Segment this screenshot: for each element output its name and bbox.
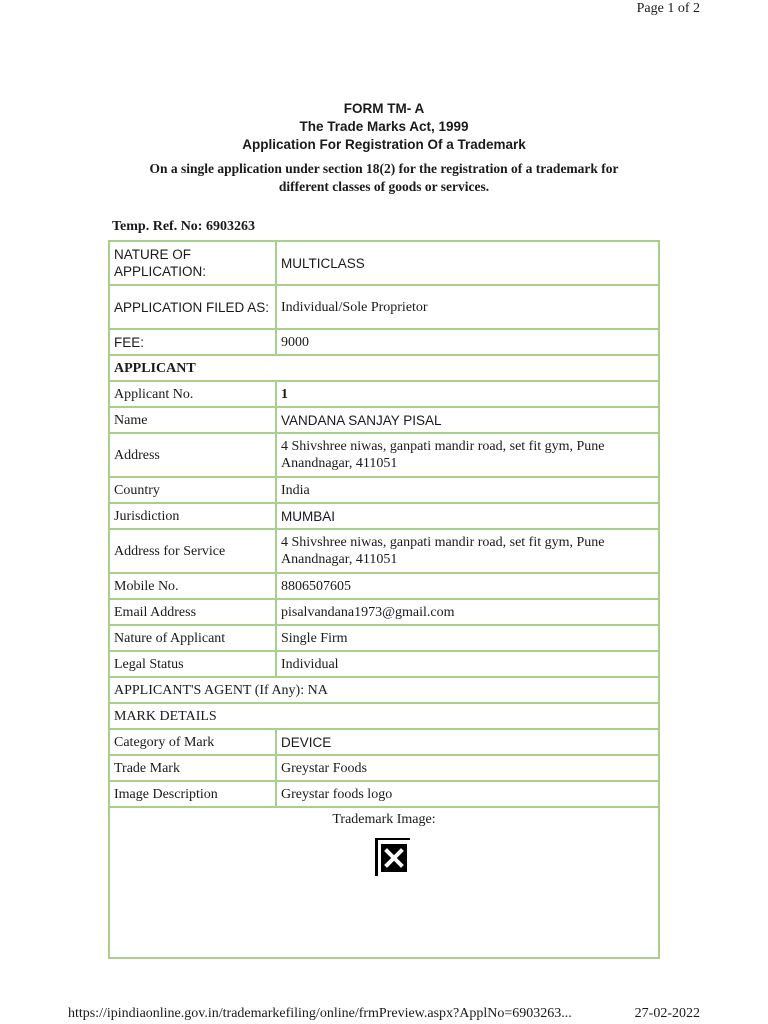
service-address-line-2: Anandnagar, 411051 bbox=[281, 552, 398, 567]
trademark-image-caption: Trademark Image: bbox=[332, 812, 436, 827]
table-row bbox=[109, 529, 659, 573]
applicant-agent: APPLICANT'S AGENT (If Any): NA bbox=[109, 677, 659, 703]
footer-url: https://ipindiaonline.gov.in/trademarkefiling/online/frmPreview.aspx?ApplNo=6903263... bbox=[68, 1006, 572, 1021]
mobile-label: Mobile No. bbox=[109, 573, 276, 599]
table-row bbox=[109, 703, 659, 729]
fee-label: FEE: bbox=[109, 329, 276, 355]
table-row bbox=[109, 651, 659, 677]
broken-image-glyph bbox=[381, 844, 407, 872]
nature-of-applicant-value: Single Firm bbox=[276, 625, 659, 651]
trade-mark-label: Trade Mark bbox=[109, 755, 276, 781]
table-row bbox=[109, 573, 659, 599]
address-line-2: Anandnagar, 411051 bbox=[281, 456, 398, 471]
form-header bbox=[0, 100, 768, 196]
table-row bbox=[109, 329, 659, 355]
nature-of-application-value: MULTICLASS bbox=[276, 241, 659, 285]
table-row bbox=[109, 407, 659, 433]
table-row bbox=[109, 807, 659, 958]
name-value: VANDANA SANJAY PISAL bbox=[276, 407, 659, 433]
subtitle-line-1: On a single application under section 18(2) for the registration of a trademark for bbox=[149, 161, 619, 176]
subtitle-line-2: different classes of goods or services. bbox=[278, 179, 490, 194]
image-description-value: Greystar foods logo bbox=[276, 781, 659, 807]
applicant-no-value: 1 bbox=[276, 381, 659, 407]
service-address-line-1: 4 Shivshree niwas, ganpati mandir road, set fit gym, Pune bbox=[281, 535, 605, 550]
table-row bbox=[109, 729, 659, 755]
filed-as-value: Individual/Sole Proprietor bbox=[276, 285, 659, 329]
trademark-image-cell bbox=[109, 807, 659, 958]
page-indicator: Page 1 of 2 bbox=[636, 1, 700, 16]
address-value bbox=[276, 433, 659, 477]
table-row bbox=[109, 285, 659, 329]
mark-details-section-title: MARK DETAILS bbox=[109, 703, 659, 729]
table-row bbox=[109, 433, 659, 477]
service-address-label: Address for Service bbox=[109, 529, 276, 573]
subtitle bbox=[0, 160, 768, 196]
footer-date: 27-02-2022 bbox=[634, 1006, 700, 1021]
legal-status-value: Individual bbox=[276, 651, 659, 677]
table-row bbox=[109, 503, 659, 529]
nature-of-application-label: NATURE OF APPLICATION: bbox=[109, 241, 276, 285]
table-row bbox=[109, 477, 659, 503]
act-title: The Trade Marks Act, 1999 bbox=[299, 119, 469, 134]
address-label: Address bbox=[109, 433, 276, 477]
application-title: Application For Registration Of a Trademark bbox=[242, 137, 526, 152]
jurisdiction-label: Jurisdiction bbox=[109, 503, 276, 529]
mobile-value: 8806507605 bbox=[276, 573, 659, 599]
jurisdiction-value: MUMBAI bbox=[276, 503, 659, 529]
table-row bbox=[109, 677, 659, 703]
table-row bbox=[109, 755, 659, 781]
table-row bbox=[109, 241, 659, 285]
name-label: Name bbox=[109, 407, 276, 433]
country-label: Country bbox=[109, 477, 276, 503]
broken-image-icon bbox=[375, 838, 410, 876]
table-row bbox=[109, 355, 659, 381]
temp-ref-number: Temp. Ref. No: 6903263 bbox=[112, 219, 255, 234]
country-value: India bbox=[276, 477, 659, 503]
table-row bbox=[109, 625, 659, 651]
legal-status-label: Legal Status bbox=[109, 651, 276, 677]
filed-as-label: APPLICATION FILED AS: bbox=[109, 285, 276, 329]
address-line-1: 4 Shivshree niwas, ganpati mandir road, set fit gym, Pune bbox=[281, 439, 605, 454]
fee-value: 9000 bbox=[276, 329, 659, 355]
email-label: Email Address bbox=[109, 599, 276, 625]
table-row bbox=[109, 381, 659, 407]
service-address-value bbox=[276, 529, 659, 573]
form-title: FORM TM- A bbox=[343, 101, 425, 116]
applicant-no-label: Applicant No. bbox=[109, 381, 276, 407]
category-value: DEVICE bbox=[276, 729, 659, 755]
nature-of-applicant-label: Nature of Applicant bbox=[109, 625, 276, 651]
table-row bbox=[109, 781, 659, 807]
image-description-label: Image Description bbox=[109, 781, 276, 807]
trade-mark-value: Greystar Foods bbox=[276, 755, 659, 781]
table-row bbox=[109, 599, 659, 625]
email-value: pisalvandana1973@gmail.com bbox=[276, 599, 659, 625]
application-table bbox=[108, 240, 660, 959]
applicant-section-title: APPLICANT bbox=[109, 355, 659, 381]
category-label: Category of Mark bbox=[109, 729, 276, 755]
